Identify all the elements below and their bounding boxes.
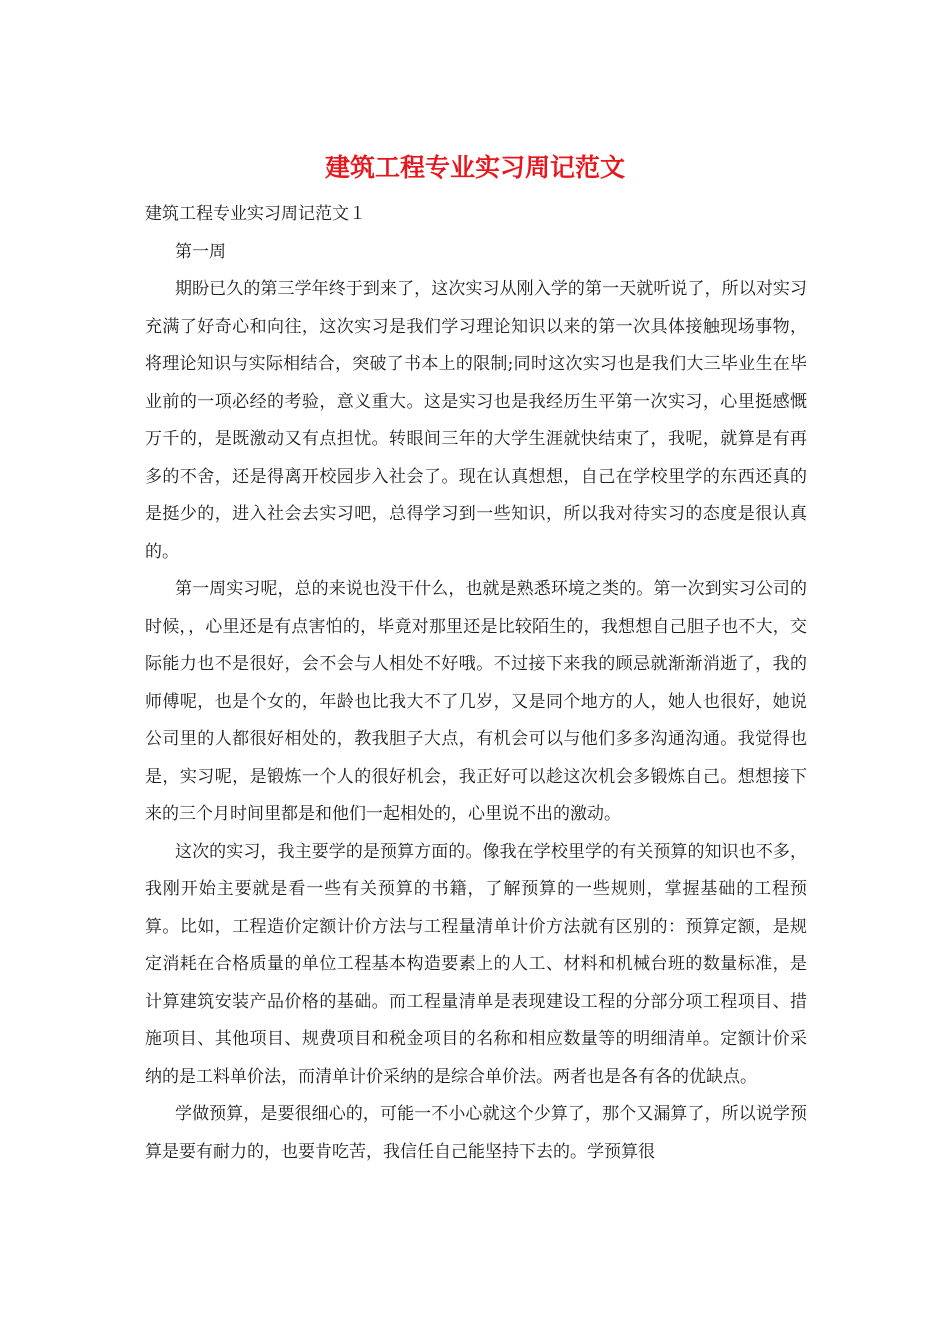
paragraph: 第一周实习呢，总的来说也没干什么，也就是熟悉环境之类的。第一次到实习公司的时候，，心里还是有点害怕的，毕竟对那里还是比较陌生的，我想想自己胆子也不大，交际能力也不是很好，会不会与人相处不好哦。不过接下来我的顾忌就渐渐消逝了，我的师傅呢，也是个女的，年龄也比我大不了几岁，又是同个地方的人，她人也很好，她说公司里的人都很好相处的，教我胆子大点，有机会可以与他们多多沟通沟通。我觉得也是，实习呢，是锻炼一个人的很好机会，我正好可以趁这次机会多锻炼自己。想想接下来的三个月时间里都是和他们一起相处的，心里说不出的激动。 — [145, 579, 807, 824]
document-body — [145, 196, 807, 1171]
paragraph: 期盼已久的第三学年终于到来了，这次实习从刚入学的第一天就听说了，所以对实习充满了好奇心和向往，这次实习是我们学习理论知识以来的第一次具体接触现场事物，将理论知识与实际相结合，突破了书本上的限制;同时这次实习也是我们大三毕业生在毕业前的一项必经的考验，意义重大。这是实习也是我经历生平第一次实习，心里挺感慨万千的，是既激动又有点担忧。转眼间三年的大学生涯就快结束了，我呢，就算是有再多的不舍，还是得离开校园步入社会了。现在认真想想，自己在学校里学的东西还真的是挺少的，进入社会去实习吧，总得学习到一些知识，所以我对待实习的态度是很认真的。 — [145, 279, 807, 562]
paragraph: 学做预算，是要很细心的，可能一不小心就这个少算了，那个又漏算了，所以说学预算是要有耐力的，也要肯吃苦，我信任自己能坚持下去的。学预算很 — [145, 1104, 807, 1162]
document-subtitle: 建筑工程专业实习周记范文１ — [145, 204, 366, 224]
week-heading: 第一周 — [175, 241, 226, 262]
paragraph: 这次的实习，我主要学的是预算方面的。像我在学校里学的有关预算的知识也不多，我刚开始主要就是看一些有关预算的书籍，了解预算的一些规则，掌握基础的工程预算。比如，工程造价定额计价方法与工程量清单计价方法就有区别的：预算定额，是规定消耗在合格质量的单位工程基本构造要素上的人工、材料和机械台班的数量标准，是计算建筑安装产品价格的基础。而工程量清单是表现建设工程的分部分项工程项目、措施项目、其他项目、规费项目和税金项目的名称和相应数量等的明细清单。定额计价采纳的是工料单价法，而清单计价采纳的是综合单价法。两者也是各有各的优缺点。 — [145, 841, 807, 1087]
document-title: 建筑工程专业实习周记范文 — [324, 153, 625, 182]
